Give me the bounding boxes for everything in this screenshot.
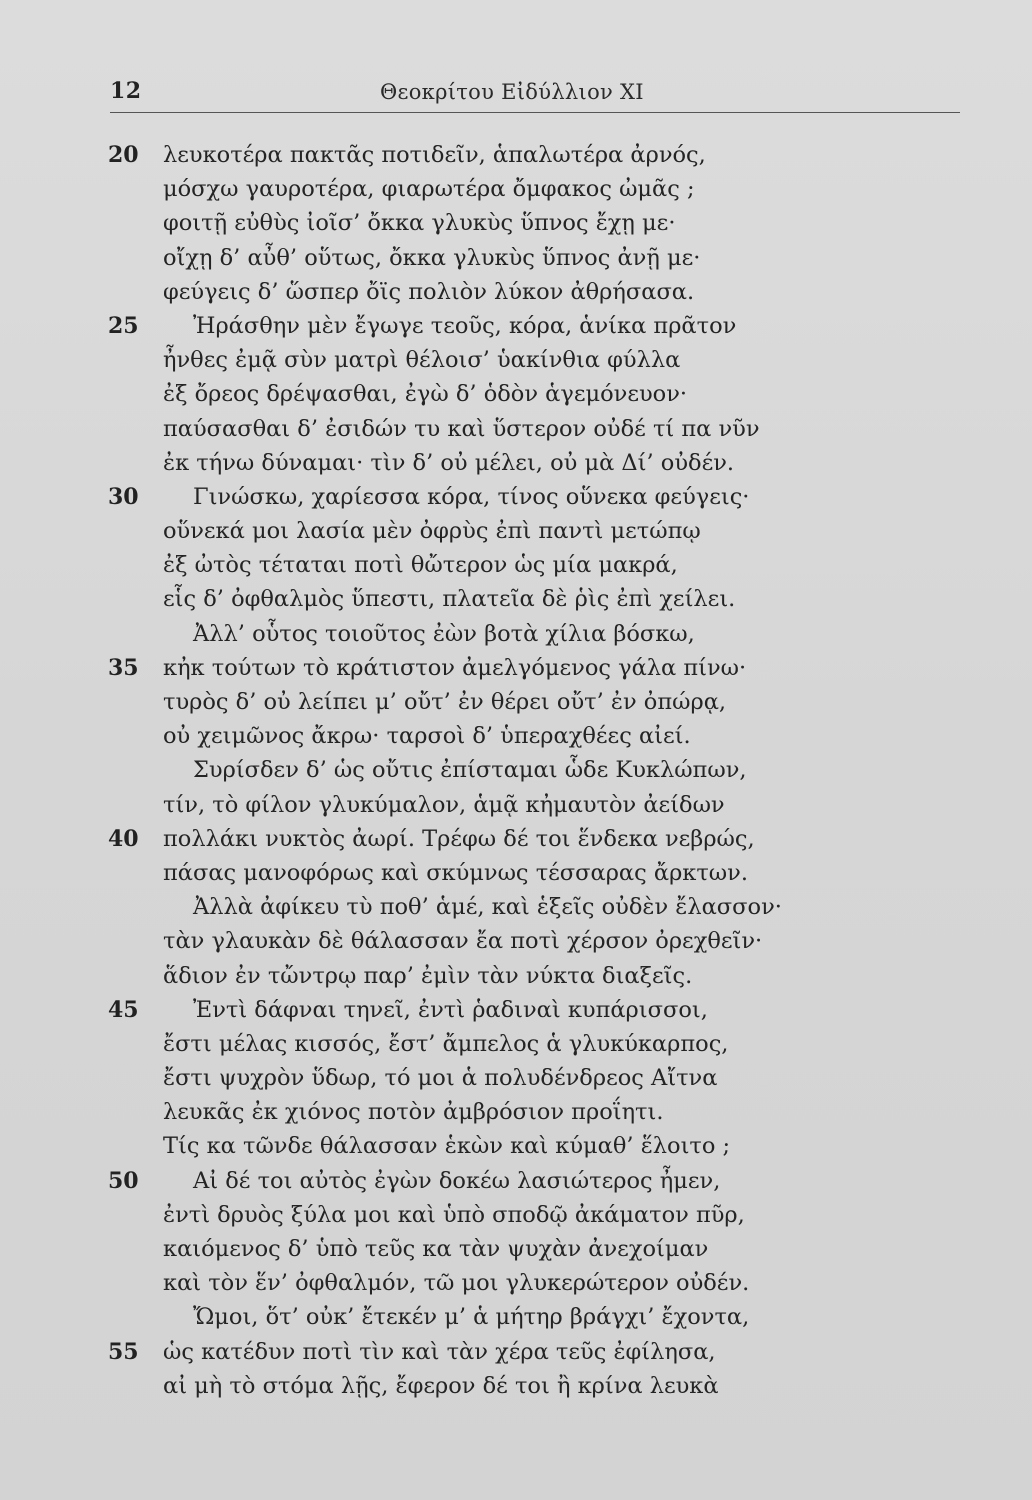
poem-text (0, 140, 1032, 1405)
verse-line (0, 277, 1032, 311)
line-number: 45 (108, 996, 139, 1023)
verse-text: φοιτῇ εὐθὺς ἰοῖσ’ ὄκκα γλυκὺς ὕπνος ἔχῃ με· (163, 210, 676, 237)
verse-text: οἴχῃ δ’ αὖθ’ οὕτως, ὄκκα γλυκὺς ὕπνος ἀνῇ με· (163, 244, 701, 271)
verse-line (0, 516, 1032, 550)
verse-text: μόσχω γαυροτέρα, φιαρωτέρα ὄμφακος ὠμᾶς ; (163, 176, 695, 203)
verse-line (0, 345, 1032, 379)
verse-text: ἐξ ὄρεος δρέψασθαι, ἐγὼ δ’ ὁδὸν ἁγεμόνευον· (163, 381, 688, 408)
line-number: 40 (108, 825, 139, 852)
verse-text: Τίς κα τῶνδε θάλασσαν ἑκὼν καὶ κύμαθ’ ἕλοιτο ; (163, 1133, 731, 1160)
verse-text: ἔστι ψυχρὸν ὕδωρ, τό μοι ἁ πολυδένδρεος Αἴτνα (163, 1065, 718, 1092)
verse-line (0, 858, 1032, 892)
line-number: 25 (108, 312, 139, 339)
verse-line (0, 1200, 1032, 1234)
running-title: Θεοκρίτου Εἰδύλλιον XI (380, 80, 644, 104)
verse-line (0, 892, 1032, 926)
verse-text: οὐ χειμῶνος ἄκρω· ταρσοὶ δ’ ὑπεραχθέες αἰεί. (163, 723, 691, 750)
header-rule (110, 112, 960, 113)
verse-text: καιόμενος δ’ ὑπὸ τεῦς κα τὰν ψυχὰν ἀνεχοίμαν (163, 1236, 709, 1262)
line-number: 35 (108, 654, 139, 681)
verse-text: Ἀλλ’ οὗτος τοιοῦτος ἐὼν βοτὰ χίλια βόσκω, (193, 620, 695, 647)
verse-line (0, 379, 1032, 413)
verse-text: ὡς κατέδυν ποτὶ τὶν καὶ τὰν χέρα τεῦς ἐφίλησα, (163, 1338, 716, 1365)
verse-line (0, 448, 1032, 482)
verse-line (0, 755, 1032, 789)
verse-text: καὶ τὸν ἕν’ ὀφθαλμόν, τῶ μοι γλυκερώτερον οὐδέν. (163, 1270, 750, 1297)
verse-line (0, 619, 1032, 653)
verse-text: ἐκ τήνω δύναμαι· τὶν δ’ οὐ μέλει, οὐ μὰ Δί’ οὐδέν. (163, 449, 735, 476)
verse-line (0, 140, 1032, 174)
line-number: 20 (108, 142, 139, 168)
verse-line (0, 790, 1032, 824)
verse-line (0, 584, 1032, 618)
verse-text: Ὤμοι, ὅτ’ οὐκ’ ἔτεκέν μ’ ἁ μήτηρ βράγχι’ ἔχοντα, (193, 1304, 750, 1331)
verse-text: λευκοτέρα πακτᾶς ποτιδεῖν, ἁπαλωτέρα ἀρνός, (163, 142, 706, 168)
verse-line (0, 653, 1032, 687)
verse-text: Ἠράσθην μὲν ἔγωγε τεοῦς, κόρα, ἁνίκα πρᾶτον (193, 312, 737, 339)
verse-text: ἐντὶ δρυὸς ξύλα μοι καὶ ὑπὸ σποδῷ ἀκάματον πῦρ, (163, 1201, 745, 1228)
verse-text: πάσας μανοφόρως καὶ σκύμνως τέσσαρας ἄρκτων. (163, 859, 748, 886)
verse-text: λευκᾶς ἐκ χιόνος ποτὸν ἀμβρόσιον προΐητι. (163, 1099, 664, 1126)
verse-line (0, 1371, 1032, 1405)
verse-text: τίν, τὸ φίλον γλυκύμαλον, ἁμᾷ κἠμαυτὸν ἀείδων (163, 791, 725, 818)
verse-line (0, 1097, 1032, 1131)
verse-line (0, 721, 1032, 755)
page-header (0, 72, 1032, 112)
verse-text: Ἀλλὰ ἀφίκευ τὺ ποθ’ ἁμέ, καὶ ἑξεῖς οὐδὲν ἔλασσον· (193, 894, 782, 921)
verse-line (0, 1166, 1032, 1200)
verse-text: τὰν γλαυκὰν δὲ θάλασσαν ἔα ποτὶ χέρσον ὀρεχθεῖν· (163, 928, 763, 955)
verse-text: αἰ μὴ τὸ στόμα λῇς, ἔφερον δέ τοι ἢ κρίνα λευκὰ (163, 1372, 719, 1399)
verse-line (0, 1029, 1032, 1063)
verse-line (0, 311, 1032, 345)
verse-line (0, 1063, 1032, 1097)
verse-line (0, 550, 1032, 584)
line-number: 50 (108, 1167, 139, 1194)
verse-line (0, 995, 1032, 1029)
verse-text: Γινώσκω, χαρίεσσα κόρα, τίνος οὕνεκα φεύγεις· (193, 483, 750, 510)
verse-line (0, 1268, 1032, 1302)
page-number: 12 (110, 78, 142, 104)
verse-line (0, 243, 1032, 277)
verse-text: Συρίσδεν δ’ ὡς οὔτις ἐπίσταμαι ὧδε Κυκλώπων, (193, 757, 747, 784)
verse-text: ἔστι μέλας κισσός, ἔστ’ ἄμπελος ἁ γλυκύκαρπος, (163, 1030, 729, 1057)
verse-text: παύσασθαι δ’ ἐσιδών τυ καὶ ὕστερον οὐδέ τί πα νῦν (163, 415, 760, 442)
verse-text: εἷς δ’ ὀφθαλμὸς ὕπεστι, πλατεῖα δὲ ῥὶς ἐπὶ χείλει. (163, 586, 736, 613)
verse-text: ἐξ ὠτὸς τέταται ποτὶ θὤτερον ὡς μία μακρά, (163, 552, 678, 579)
verse-line (0, 208, 1032, 242)
verse-text: πολλάκι νυκτὸς ἀωρί. Τρέφω δέ τοι ἕνδεκα νεβρώς, (163, 825, 755, 852)
verse-text: ἦνθες ἐμᾷ σὺν ματρὶ θέλοισ’ ὑακίνθια φύλλα (163, 347, 681, 374)
verse-text: φεύγεις δ’ ὥσπερ ὄϊς πολιὸν λύκον ἀθρήσασα. (163, 278, 695, 305)
verse-text: ἅδιον ἐν τὤντρῳ παρ’ ἐμὶν τὰν νύκτα διαξεῖς. (163, 962, 693, 989)
verse-line (0, 414, 1032, 448)
verse-line (0, 961, 1032, 995)
line-number: 55 (108, 1338, 139, 1365)
line-number: 30 (108, 483, 139, 510)
verse-line (0, 687, 1032, 721)
verse-line (0, 926, 1032, 960)
verse-text: οὕνεκά μοι λασία μὲν ὀφρὺς ἐπὶ παντὶ μετώπῳ (163, 518, 701, 545)
verse-text: Αἰ δέ τοι αὐτὸς ἐγὼν δοκέω λασιώτερος ἦμεν, (193, 1167, 721, 1194)
verse-line (0, 174, 1032, 208)
verse-line (0, 1337, 1032, 1371)
verse-text: Ἐντὶ δάφναι τηνεῖ, ἐντὶ ῥαδιναὶ κυπάρισσοι, (193, 996, 708, 1023)
verse-text: κἠκ τούτων τὸ κράτιστον ἀμελγόμενος γάλα πίνω· (163, 654, 747, 681)
verse-line (0, 1302, 1032, 1336)
verse-line (0, 1234, 1032, 1268)
verse-text: τυρὸς δ’ οὐ λείπει μ’ οὔτ’ ἐν θέρει οὔτ’ ἐν ὀπώρᾳ, (163, 689, 727, 715)
verse-line (0, 824, 1032, 858)
verse-line (0, 1131, 1032, 1165)
verse-line (0, 482, 1032, 516)
